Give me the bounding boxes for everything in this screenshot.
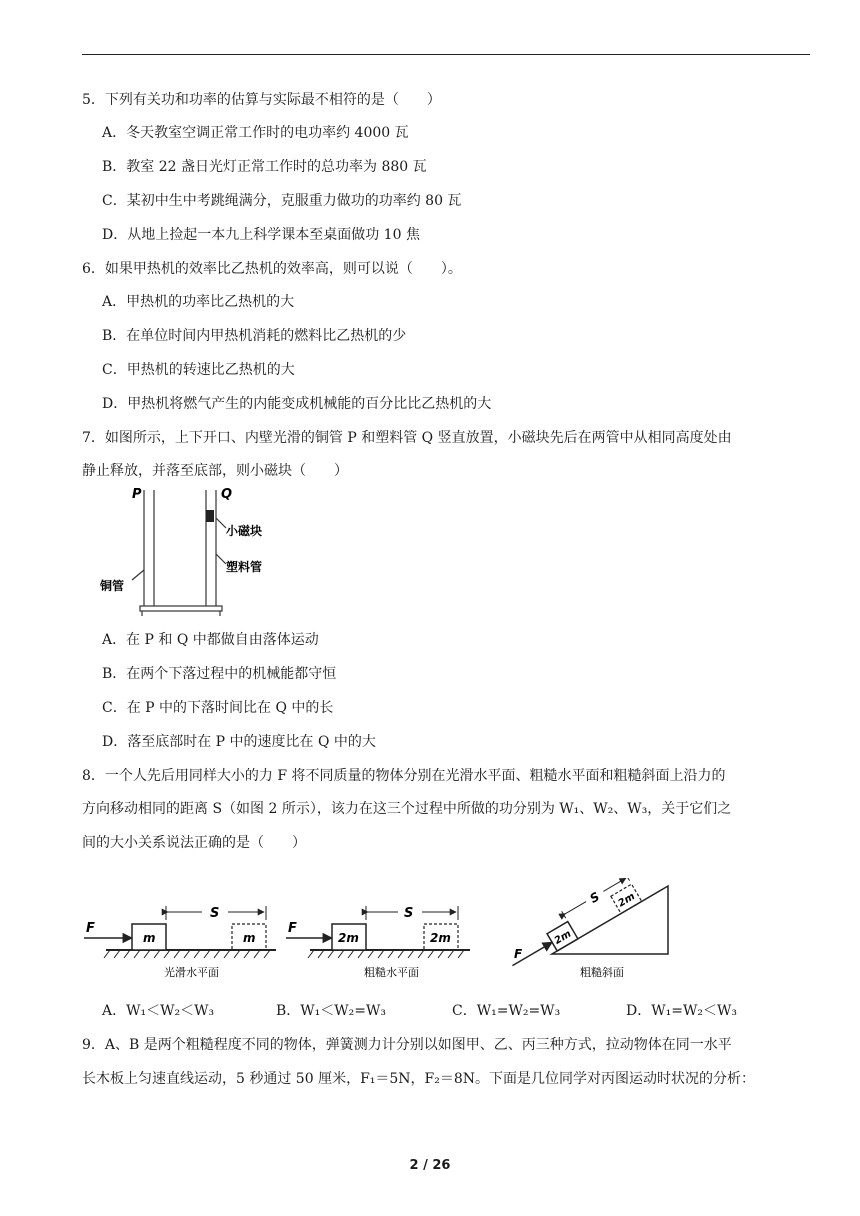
magnet-block: [206, 510, 214, 522]
panel1-mass-ghost-label: m: [243, 931, 256, 945]
q6-stem: 6．如果甲热机的效率比乙热机的效率高，则可以说（ ）。: [82, 261, 462, 277]
q5-option-a[interactable]: A．冬天教室空调正常工作时的电功率约 4000 瓦: [102, 125, 409, 141]
panel3-mass-ghost-label: 2m: [616, 891, 638, 910]
q7-label-p: P: [132, 487, 142, 502]
q7-option-c[interactable]: C．在 P 中的下落时间比在 Q 中的长: [102, 700, 334, 716]
q5-option-c[interactable]: C．某初中生中考跳绳满分，克服重力做功的功率约 80 瓦: [102, 193, 462, 209]
q6-option-c[interactable]: C．甲热机的转速比乙热机的大: [102, 362, 295, 378]
panel3-mass-label: 2m: [552, 928, 574, 947]
page-number: 2 / 26: [409, 1158, 451, 1173]
q7-magnet-label: 小磁块: [226, 524, 263, 538]
q7-plastic-label: 塑料管: [226, 560, 263, 574]
q7-tube-figure: [96, 484, 286, 618]
panel-rough-surface: [286, 906, 470, 979]
q8-stem-line3: 间的大小关系说法正确的是（ ）: [82, 835, 306, 851]
q5-stem: 5．下列有关功和功率的估算与实际最不相符的是（ ）: [82, 92, 441, 108]
panel1-mass-label: m: [143, 931, 156, 945]
q8-option-b[interactable]: B．W₁＜W₂=W₃: [276, 1003, 387, 1019]
q7-stem-line2: 静止释放，并落至底部，则小磁块（ ）: [82, 463, 348, 479]
panel2-distance-label: S: [404, 906, 414, 921]
q8-force-figure: [82, 878, 682, 992]
q8-option-d[interactable]: D．W₁=W₂＜W₃: [626, 1003, 737, 1019]
caption-smooth: 光滑水平面: [164, 966, 219, 979]
q7-option-b[interactable]: B．在两个下落过程中的机械能都守恒: [102, 666, 337, 682]
panel3-distance-label: S: [587, 889, 602, 906]
q6-option-a[interactable]: A．甲热机的功率比乙热机的大: [102, 294, 295, 310]
q9-stem-line2: 长木板上匀速直线运动，5 秒通过 50 厘米，F₁＝5N，F₂＝8N。下面是几位同学对丙图运动时状况的分析：: [82, 1071, 756, 1087]
q7-label-q: Q: [221, 487, 233, 502]
q7-option-a[interactable]: A．在 P 和 Q 中都做自由落体运动: [102, 632, 319, 648]
q7-stem-line1: 7．如图所示，上下开口、内壁光滑的铜管 P 和塑料管 Q 竖直放置，小磁块先后在两管中从相同高度处由: [82, 430, 732, 446]
q5-option-b[interactable]: B．教室 22 盏日光灯正常工作时的总功率为 880 瓦: [102, 159, 427, 175]
q8-option-c[interactable]: C．W₁=W₂=W₃: [452, 1003, 561, 1019]
header-rule: [82, 54, 810, 55]
panel1-force-label: F: [86, 921, 95, 936]
q8-option-a[interactable]: A．W₁＜W₂＜W₃: [102, 1003, 215, 1019]
panel-rough-incline: [500, 878, 668, 979]
q8-stem-line1: 8．一个人先后用同样大小的力 F 将不同质量的物体分别在光滑水平面、粗糙水平面和粗糙斜面上沿力的: [82, 768, 726, 784]
panel3-force-label: F: [514, 947, 523, 961]
q7-option-d[interactable]: D．落至底部时在 P 中的速度比在 Q 中的大: [102, 734, 376, 750]
caption-incline: 粗糙斜面: [580, 966, 624, 979]
panel-smooth-surface: [84, 906, 276, 979]
q8-stem-line2: 方向移动相同的距离 S（如图 2 所示），该力在这三个过程中所做的功分别为 W₁、W₂、W₃，关于它们之: [82, 801, 732, 817]
q6-option-b[interactable]: B．在单位时间内甲热机消耗的燃料比乙热机的少: [102, 328, 407, 344]
q6-option-d[interactable]: D．甲热机将燃气产生的内能变成机械能的百分比比乙热机的大: [102, 396, 492, 412]
panel2-mass-ghost-label: 2m: [430, 931, 451, 945]
panel2-mass-label: 2m: [338, 931, 359, 945]
q7-copper-label: 铜管: [100, 579, 125, 593]
q5-option-d[interactable]: D．从地上捡起一本九上科学课本至桌面做功 10 焦: [102, 227, 420, 243]
caption-rough: 粗糙水平面: [364, 966, 419, 979]
panel1-distance-label: S: [210, 906, 220, 921]
panel2-force-label: F: [288, 921, 297, 936]
q9-stem-line1: 9．A、B 是两个粗糙程度不同的物体，弹簧测力计分别以如图甲、乙、丙三种方式，拉动物体在同一水平: [82, 1037, 732, 1053]
